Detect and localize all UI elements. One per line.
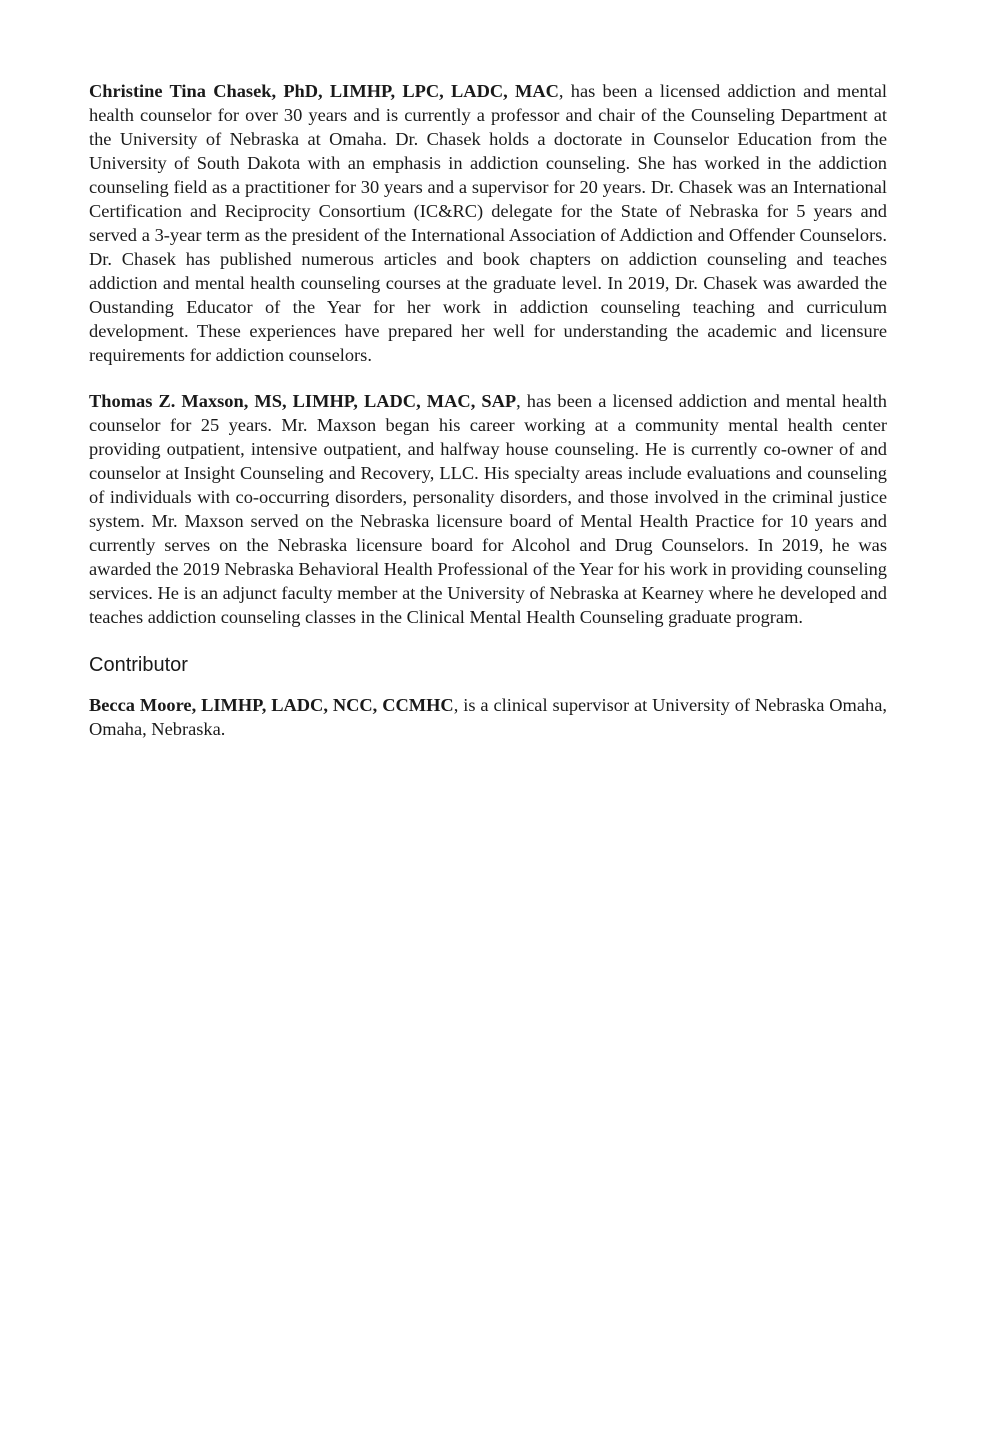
author-name: Christine Tina Chasek, PhD, LIMHP, LPC, LADC, MAC bbox=[89, 81, 559, 101]
author-bio-text: , has been a licensed addiction and mental health counselor for over 30 years and is currently a professor and chair of the Counseling Department at the University of Nebraska at Omaha. Dr. Chasek holds a doctorate in Counselor Education from the University of South Dakota with an emphasis in addiction counseling. She has worked in the addiction counseling field as a practitioner for 30 years and a supervisor for 20 years. Dr. Chasek was an International Certification and Reciprocity Consortium (IC&RC) delegate for the State of Nebraska for 5 years and served a 3-year term as the president of the International Association of Addiction and Offender Counselors. Dr. Chasek has published numerous articles and book chapters on addiction counseling and teaches addiction and mental health counseling courses at the graduate level. In 2019, Dr. Chasek was awarded the Oustanding Educator of the Year for her work in addiction counseling teaching and curriculum development. These experiences have prepared her well for understanding the academic and licensure requirements for addiction counselors. bbox=[89, 81, 887, 365]
contributor-bio-text: , is a clinical supervisor at University of Nebraska Omaha, Omaha, Nebraska. bbox=[89, 695, 887, 739]
author-bio-maxson bbox=[89, 389, 887, 629]
author-name: Thomas Z. Maxson, MS, LIMHP, LADC, MAC, SAP bbox=[89, 391, 517, 411]
contributor-name: Becca Moore, LIMHP, LADC, NCC, CCMHC bbox=[89, 695, 454, 715]
author-bio-text: , has been a licensed addiction and mental health counselor for 25 years. Mr. Maxson began his career working at a community mental health center providing outpatient, intensive outpatient, and halfway house counseling. He is currently co-owner of and counselor at Insight Counseling and Recovery, LLC. His specialty areas include evaluations and counseling of individuals with co-occurring disorders, personality disorders, and those involved in the criminal justice system. Mr. Maxson served on the Nebraska licensure board of Mental Health Practice for 10 years and currently serves on the Nebraska licensure board for Alcohol and Drug Counselors. In 2019, he was awarded the 2019 Nebraska Behavioral Health Professional of the Year for his work in providing counseling services. He is an adjunct faculty member at the University of Nebraska at Kearney where he developed and teaches addiction counseling classes in the Clinical Mental Health Counseling graduate program. bbox=[89, 391, 888, 627]
contributor-bio-moore bbox=[89, 693, 887, 741]
author-bio-chasek bbox=[89, 79, 887, 367]
contributor-heading: Contributor bbox=[89, 654, 188, 676]
page-content bbox=[89, 79, 887, 763]
